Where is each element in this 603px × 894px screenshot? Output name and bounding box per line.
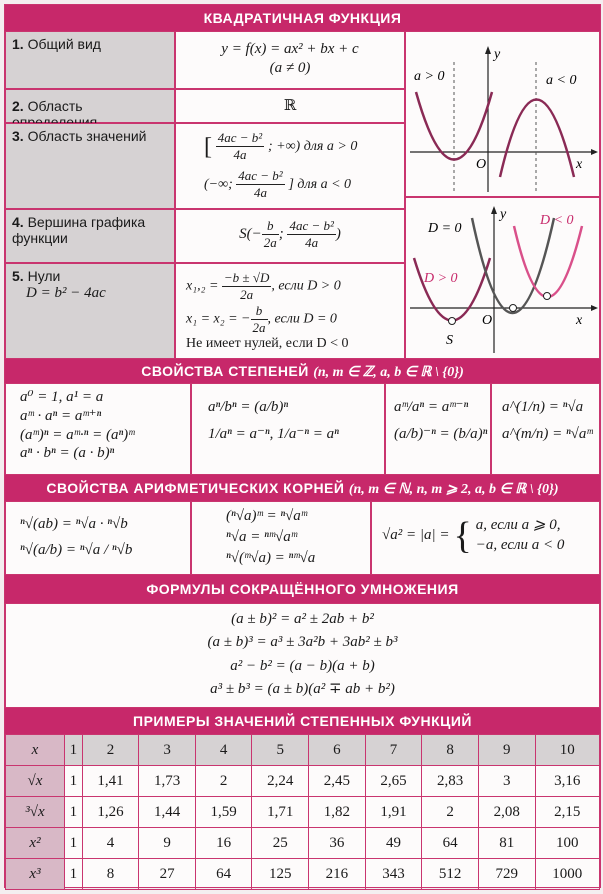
powers-col-1: a⁰ = 1, a¹ = a aᵐ · aⁿ = aᵐ⁺ⁿ (aᵐ)ⁿ = aᵐ·ⁿ = (aⁿ)ᵐ aⁿ · bⁿ = (a · b)ⁿ (5, 383, 191, 475)
table-row-cube (6, 859, 600, 890)
tangent-point (510, 305, 517, 312)
label-x-axis: x (576, 157, 583, 172)
table-cell: 1,59 (195, 797, 252, 828)
label-d-negative: D < 0 (540, 213, 574, 228)
abbreviated-title: ФОРМУЛЫ СОКРАЩЁННОГО УМНОЖЕНИЯ (5, 575, 600, 603)
graph-parabola-a-sign-svg (406, 32, 599, 196)
row-vertex-label: 4. Вершина графика функции (5, 209, 175, 263)
table-cell: 6 (309, 735, 366, 766)
table-row-cbrt (6, 797, 600, 828)
table-row-label: x² (6, 828, 65, 859)
roots-col-1: ⁿ√(ab) = ⁿ√a · ⁿ√b ⁿ√(a/b) = ⁿ√a / ⁿ√b (5, 501, 191, 575)
table-cell: 1,71 (252, 797, 309, 828)
table-row-label: x³ (6, 859, 65, 890)
row-general-formula: y = f(x) = ax² + bx + c (a ≠ 0) (175, 31, 405, 89)
table-cell: 2,83 (422, 766, 479, 797)
graph-parabola-discriminant-svg (406, 198, 599, 358)
x-axis-arrow-icon (591, 305, 598, 311)
table-cell: 3,16 (535, 766, 599, 797)
table-cell: 3 (139, 735, 196, 766)
table-cell: 49 (365, 828, 422, 859)
graph-parabola-a-sign (405, 31, 600, 197)
table-cell: 1,73 (139, 766, 196, 797)
roots-col-2: (ⁿ√a)ᵐ = ⁿ√aᵐ ⁿ√a = ⁿᵐ√aᵐ ⁿ√(ᵐ√a) = ⁿᵐ√a (191, 501, 371, 575)
label-x-axis: x (576, 313, 583, 328)
vertex-point-d-negative (544, 293, 551, 300)
table-cell: 2 (422, 797, 479, 828)
row-vertex-formula: S(− $\frac{b}{2a}$ ; $\frac{\text{4ac − b²}}{4a}$ ) (175, 209, 405, 263)
label-d-zero: D = 0 (428, 221, 462, 236)
vertex-point (449, 318, 456, 325)
row-zeros-formula: x₁,₂ = $\frac{-b \pm √D}{2a}$ , если D > 0 x₁ = x₂ = − $\frac{b}{2a}$ , если D = 0 Не имеет нулей, если D < 0 (175, 263, 405, 359)
table-cell: 1,26 (82, 797, 139, 828)
label-a-negative: a < 0 (546, 73, 577, 88)
table-cell: 9 (478, 735, 535, 766)
label-a-positive: a > 0 (414, 69, 445, 84)
table-cell: 2 (82, 735, 139, 766)
table-cell: 1 (65, 797, 83, 828)
table-cell: 2,24 (252, 766, 309, 797)
table-cell: 81 (478, 828, 535, 859)
label-y-axis: y (494, 47, 501, 62)
table-row-x (6, 735, 600, 766)
table-cell: 3 (478, 766, 535, 797)
quadratic-title: КВАДРАТИЧНАЯ ФУНКЦИЯ (5, 5, 600, 31)
label-d-positive: D > 0 (424, 271, 458, 286)
roots-title: СВОЙСТВА АРИФМЕТИЧЕСКИХ КОРНЕЙ (n, m ∈ ℕ, n, m ⩾ 2, a, b ∈ ℝ \ {0}) (5, 475, 600, 501)
table-cell: 1000 (535, 859, 599, 890)
row-domain-formula: ℝ (175, 89, 405, 123)
table-row-label: ³√x (6, 797, 65, 828)
label-origin: O (476, 157, 487, 172)
table-cell: 25 (252, 828, 309, 859)
table-cell: 2,15 (535, 797, 599, 828)
table-header-label: x (6, 735, 65, 766)
table-cell: 64 (422, 828, 479, 859)
table-cell: 2,45 (309, 766, 366, 797)
row-range-label: 3. Область значений (5, 123, 175, 209)
table-cell: 64 (195, 859, 252, 890)
table-cell: 4 (82, 828, 139, 859)
label-y-axis: y (500, 207, 507, 222)
row-zeros-label: 5. Нули D = b² − 4ac (5, 263, 175, 359)
table-cell: 1 (65, 828, 83, 859)
abbreviated-formulas: (a ± b)² = a² ± 2ab + b² (a ± b)³ = a³ ± 3a²b + 3ab² ± b³ a² − b² = (a − b)(a + b) a³ ± b³ = (a ± b)(a² ∓ ab + b²) (5, 603, 600, 708)
powers-col-2: aⁿ/bⁿ = (a/b)ⁿ 1/aⁿ = a⁻ⁿ, 1/a⁻ⁿ = aⁿ (191, 383, 385, 475)
row-general-label: 1. Общий вид (5, 31, 175, 89)
table-cell: 100 (535, 828, 599, 859)
table-cell: 2,65 (365, 766, 422, 797)
table-cell: 27 (139, 859, 196, 890)
parabola-d-positive (414, 258, 490, 321)
table-cell: 4 (195, 735, 252, 766)
parabola-d-zero (472, 218, 554, 313)
table-cell: 343 (365, 859, 422, 890)
y-axis-arrow-icon (485, 46, 491, 54)
table-cell: 9 (139, 828, 196, 859)
row-range-formula: [ $\frac{\text{4ac − b²}}{4a}$ ; +∞) для a > 0 (−∞; $\frac{\text{4ac − b²}}{4a}$ ] для a < 0 (175, 123, 405, 209)
powers-col-4: a^(1/n) = ⁿ√a a^(m/n) = ⁿ√aᵐ (491, 383, 600, 475)
roots-col-3: √a² = |a| = { a, если a ⩾ 0, −a, если a < 0 (371, 501, 600, 575)
parabola-d-negative (514, 226, 582, 297)
table-cell: 8 (82, 859, 139, 890)
parabola-downward (500, 100, 574, 178)
table-cell: 1 (65, 766, 83, 797)
table-cell: 16 (195, 828, 252, 859)
table-cell: 2 (195, 766, 252, 797)
table-row-square (6, 828, 600, 859)
table-cell: 1,91 (365, 797, 422, 828)
table-cell: 512 (422, 859, 479, 890)
table-cell: 2,08 (478, 797, 535, 828)
table-cell: 1,44 (139, 797, 196, 828)
graph-parabola-discriminant (405, 197, 600, 359)
powers-title: СВОЙСТВА СТЕПЕНЕЙ (n, m ∈ ℤ, a, b ∈ ℝ \ {0}) (5, 359, 600, 383)
table-cell: 36 (309, 828, 366, 859)
table-cell: 10 (535, 735, 599, 766)
label-origin: O (482, 313, 493, 328)
row-domain-label: 2. Область (5, 89, 175, 123)
table-cell: 216 (309, 859, 366, 890)
values-table (5, 734, 600, 890)
table-row-label: √x (6, 766, 65, 797)
table-row-sqrt (6, 766, 600, 797)
reference-card (4, 4, 601, 888)
table-cell: 1,82 (309, 797, 366, 828)
table-cell: 1 (65, 735, 83, 766)
parabola-upward (416, 92, 492, 160)
label-vertex: S (446, 333, 453, 348)
table-cell: 1 (65, 859, 83, 890)
table-cell: 5 (252, 735, 309, 766)
table-cell: 7 (365, 735, 422, 766)
table-cell: 125 (252, 859, 309, 890)
table-title: ПРИМЕРЫ ЗНАЧЕНИЙ СТЕПЕННЫХ ФУНКЦИЙ (5, 708, 600, 734)
table-cell: 1,41 (82, 766, 139, 797)
brace-icon: { (453, 514, 472, 557)
x-axis-arrow-icon (591, 149, 598, 155)
y-axis-arrow-icon (491, 206, 497, 214)
powers-col-3: aᵐ/aⁿ = aᵐ⁻ⁿ (a/b)⁻ⁿ = (b/a)ⁿ (385, 383, 491, 475)
table-cell: 729 (478, 859, 535, 890)
table-cell: 8 (422, 735, 479, 766)
